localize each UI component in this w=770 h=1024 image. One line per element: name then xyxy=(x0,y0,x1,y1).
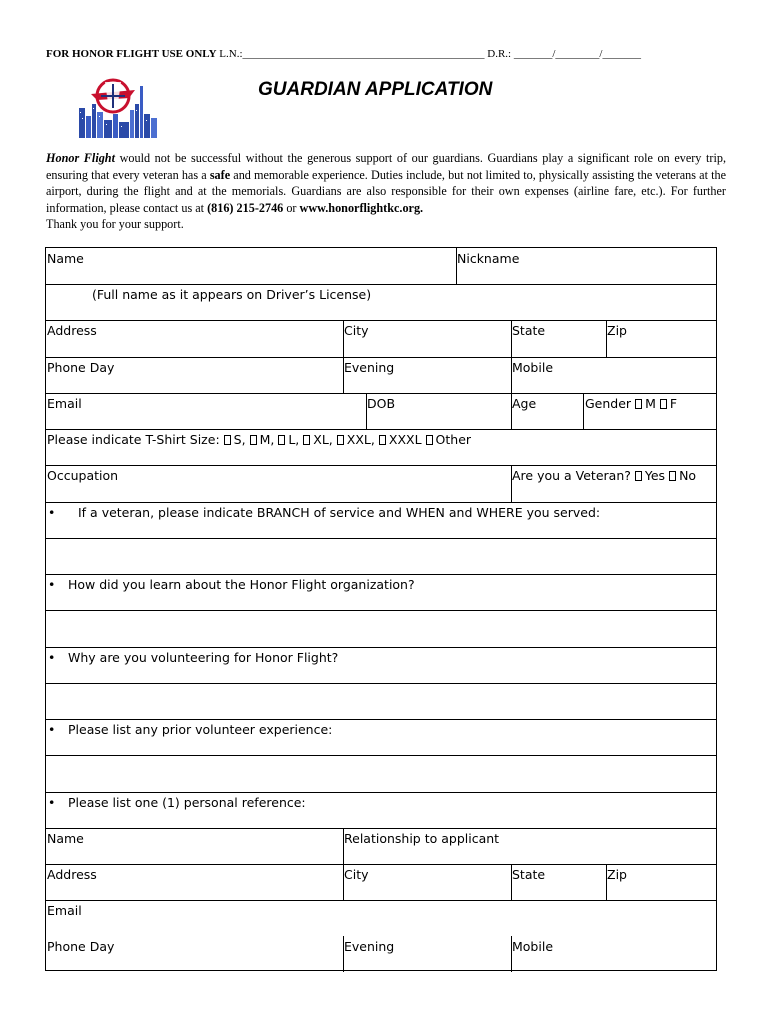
phone-day-label: Phone Day xyxy=(47,360,115,375)
tshirt-xxl-checkbox[interactable] xyxy=(337,435,344,445)
dr-label: D.R.: xyxy=(487,48,512,60)
gender-label: Gender xyxy=(585,396,632,411)
veteran-no-label: No xyxy=(679,468,697,483)
gender-field xyxy=(585,396,677,411)
prior-question-text: Please list any prior volunteer experience: xyxy=(68,722,333,737)
gender-f-label: F xyxy=(669,396,678,411)
admin-use-prefix: FOR HONOR FLIGHT USE ONLY xyxy=(46,48,217,60)
name-label: Name xyxy=(47,251,84,266)
branch-question-text: If a veteran, please indicate BRANCH of service and WHEN and WHERE you served: xyxy=(78,505,601,520)
reference-question-text: Please list one (1) personal reference: xyxy=(68,795,306,810)
ref-address-label: Address xyxy=(47,867,97,882)
veteran-yes-label: Yes xyxy=(644,468,666,483)
tshirt-s-checkbox[interactable] xyxy=(224,435,231,445)
nickname-label: Nickname xyxy=(457,251,520,266)
fullname-hint: (Full name as it appears on Driver’s License) xyxy=(92,287,372,302)
bullet-3: • xyxy=(48,650,56,665)
occupation-label: Occupation xyxy=(47,468,119,483)
tshirt-xxxl-label: XXXL xyxy=(388,432,422,447)
city-label: City xyxy=(344,323,369,338)
tshirt-field xyxy=(47,432,471,447)
ref-evening-label: Evening xyxy=(344,939,395,954)
intro-text-1: would not be successful without the generous support of our guardians. Guardians play a significant role on every trip, ensuring that every veteran has a xyxy=(46,151,726,182)
veteran-question: Are you a Veteran? xyxy=(512,468,631,483)
address-label: Address xyxy=(47,323,97,338)
bullet-1: • xyxy=(48,505,56,520)
gender-f-checkbox[interactable] xyxy=(660,399,667,409)
intro-phone: (816) 215-2746 xyxy=(207,200,284,215)
admin-use-line xyxy=(46,48,641,60)
honor-flight-logo xyxy=(77,74,159,140)
prior-question xyxy=(48,722,332,737)
veteran-no-checkbox[interactable] xyxy=(669,471,676,481)
ref-mobile-label: Mobile xyxy=(512,939,554,954)
branch-question xyxy=(48,505,600,520)
intro-brand: Honor Flight xyxy=(46,151,115,165)
intro-text-3: or xyxy=(283,200,300,215)
learn-question-text: How did you learn about the Honor Flight organization? xyxy=(68,577,415,592)
mobile-label: Mobile xyxy=(512,360,554,375)
intro-website: www.honorflightkc.org. xyxy=(299,200,424,215)
tshirt-other-label: Other xyxy=(435,432,472,447)
why-question xyxy=(48,650,338,665)
ref-email-label: Email xyxy=(47,903,82,918)
reference-question xyxy=(48,795,306,810)
veteran-field xyxy=(512,468,717,484)
tshirt-l-label: L, xyxy=(288,432,300,447)
zip-label: Zip xyxy=(607,323,627,338)
tshirt-xl-checkbox[interactable] xyxy=(303,435,310,445)
bullet-5: • xyxy=(48,795,56,810)
tshirt-l-checkbox[interactable] xyxy=(278,435,285,445)
bullet-2: • xyxy=(48,577,56,592)
ref-name-label: Name xyxy=(47,831,84,846)
intro-paragraph xyxy=(46,150,726,233)
why-question-text: Why are you volunteering for Honor Flight? xyxy=(68,650,339,665)
gender-m-label: M xyxy=(645,396,656,411)
intro-thanks: Thank you for your support. xyxy=(46,217,184,232)
page-title: GUARDIAN APPLICATION xyxy=(258,79,493,100)
dr-blank: _______/________/_______ xyxy=(513,48,641,60)
ref-zip-label: Zip xyxy=(607,867,627,882)
intro-text-2: and memorable experience. Duties include, but not limited to, physically assisting the veterans at the airport, during the flight and at the memorials. Guardians are also responsible for their own expenses (airline fare, etc.). For further information, please contact us at xyxy=(46,167,727,215)
tshirt-m-label: M, xyxy=(259,432,275,447)
ln-blank: ____________________________________________ xyxy=(242,48,485,60)
state-label: State xyxy=(512,323,546,338)
tshirt-other-checkbox[interactable] xyxy=(426,435,433,445)
dob-label: DOB xyxy=(367,396,396,411)
learn-question xyxy=(48,577,415,592)
tshirt-xxl-label: XXL, xyxy=(346,432,375,447)
veteran-yes-checkbox[interactable] xyxy=(635,471,642,481)
intro-safe: safe xyxy=(209,167,231,182)
age-label: Age xyxy=(512,396,537,411)
tshirt-xxxl-checkbox[interactable] xyxy=(379,435,386,445)
ref-state-label: State xyxy=(512,867,546,882)
ref-city-label: City xyxy=(344,867,369,882)
gender-m-checkbox[interactable] xyxy=(635,399,642,409)
ln-label: L.N.: xyxy=(219,48,243,60)
bullet-4: • xyxy=(48,722,56,737)
tshirt-s-label: S, xyxy=(233,432,246,447)
ref-phone-day-label: Phone Day xyxy=(47,939,115,954)
tshirt-m-checkbox[interactable] xyxy=(250,435,257,445)
evening-label: Evening xyxy=(344,360,395,375)
email-label: Email xyxy=(47,396,82,411)
ref-relationship-label: Relationship to applicant xyxy=(344,831,500,846)
tshirt-label: Please indicate T-Shirt Size: xyxy=(47,432,220,447)
tshirt-xl-label: XL, xyxy=(313,432,333,447)
application-form xyxy=(45,247,717,971)
